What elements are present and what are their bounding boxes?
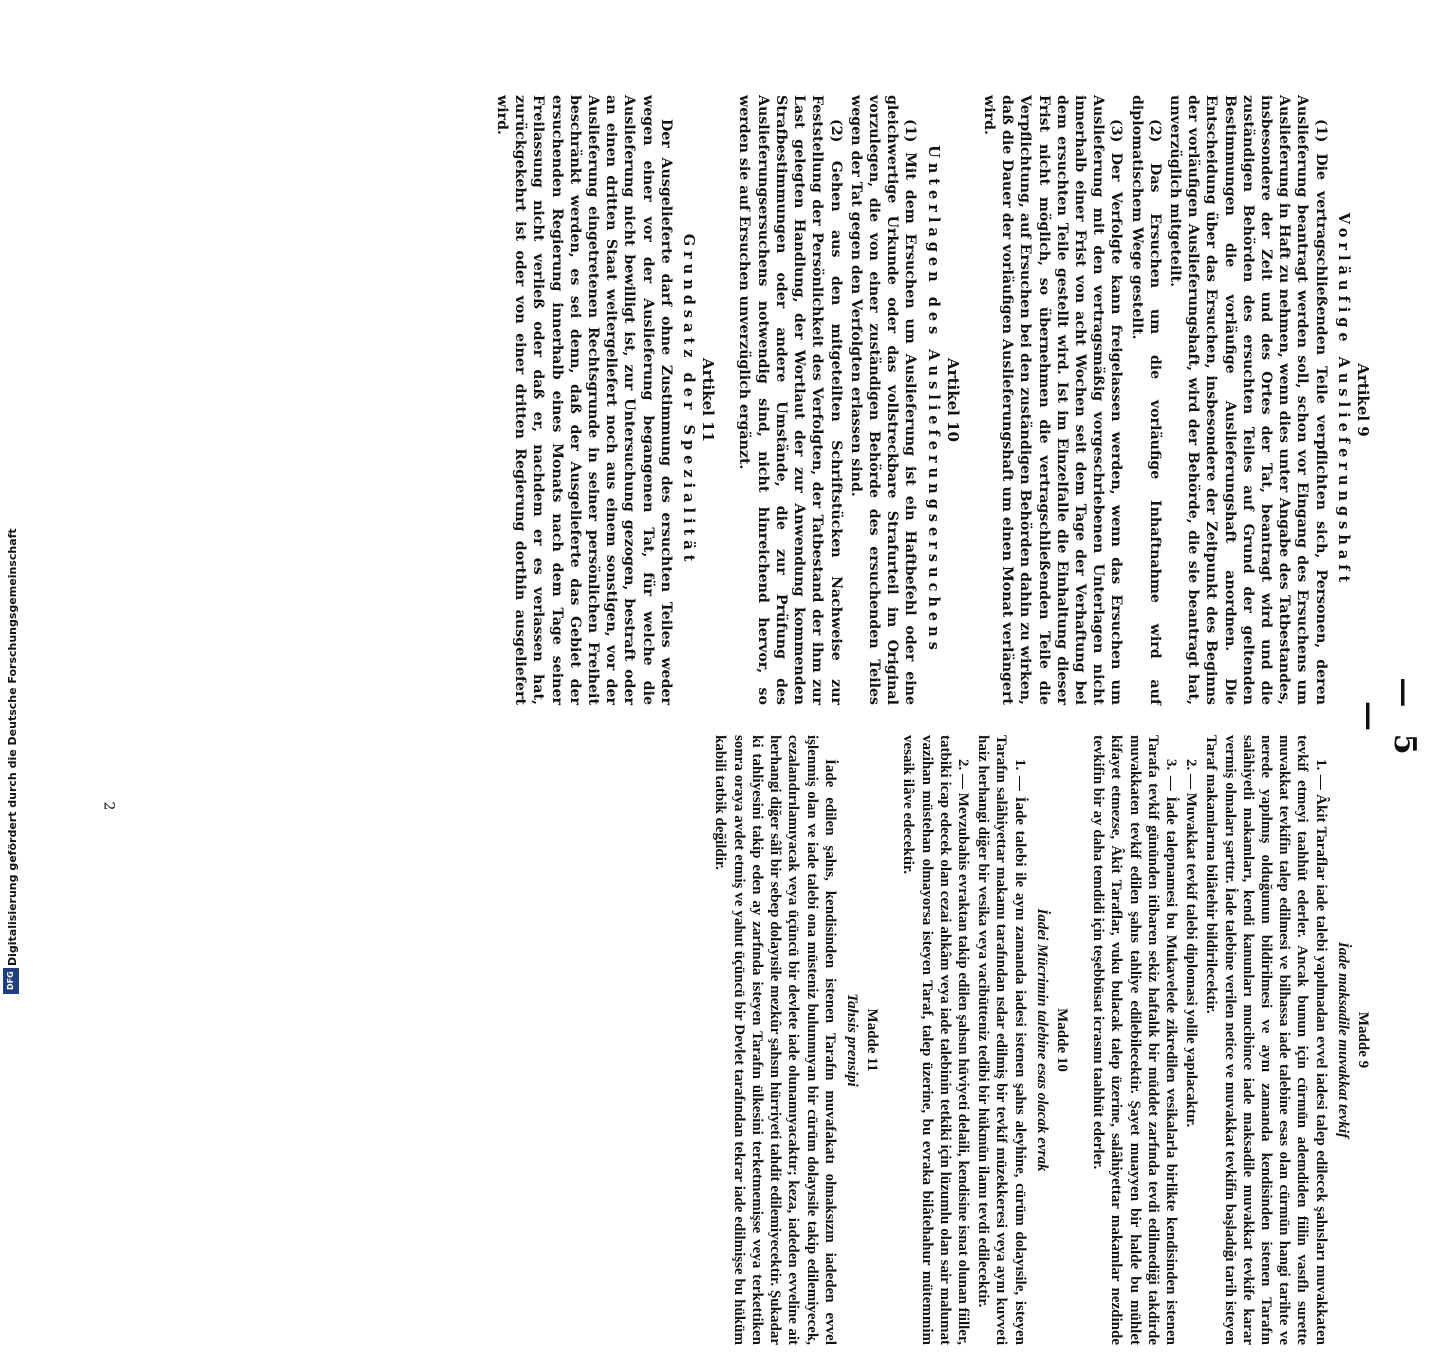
turkish-article-11-paragraph-1: İade edilen şahıs, kendisinden istenen Tarafın muvafakatı olmaksızın iadeden evvel işlenmiş olan ve iade talebi ona müsteniz bulunmıyan bir cürüm dolayısile takip edilemiyecek, cezalandırılamıyacak veya üçüncü bir devlete iade olunamıyacaktır; keza, iadeden evveline ait herhangi diğer sâlî bir sebep dolayısile mezkûr şahsın hürriyeti tahdit edilemiyecektir. Şukadar ki tahliyesini takip eden ay zarfında isteyen Tarafın ülkesini terketmemişse veya terkettiken sonra oraya avdet etmiş ve yahut üçüncü bir Devlet tarafından tekrar iade edilmişse bu hüküm kabili tatbik değildir. <box>712 735 838 1345</box>
turkish-article-9-paragraph-1: 1. — Âkit Taraflar iade talebi yapılmadan evvel iadesi talep edilecek şahısları muvakkaten tevkif etmeyi taahhüt ederler. Ancak bunun için cürmün ademdiden fiilin vasıflı surette muvakkat tevkifin talep edilmesi ve bilhassa iade talebine esas olan cürmün hangi tarihte ve nerede yapılmış olduğunun bildirilmesi ve aynı zamanda kendisinden istenen Tarafın salâhiyetli makamları, kendi kanunları mucibince iade maksadile muvakkat tevkife karar vermiş olmaları şarttır. İade talebine verilen netice ve muvakkat tevkifin başladığı tarih isteyen Taraf makamlarına bilâtehir bildirilecektir. <box>1203 735 1329 1345</box>
german-article-11-title: Artikel 11 <box>699 358 718 442</box>
german-article-9-paragraph-2: (2) Das Ersuchen um die vorläufige Inhaftnahme wird auf diplomatischem Wege gestellt. <box>1128 95 1163 705</box>
turkish-article-9-heading: İade maksadile muvakkat tevkif <box>1334 941 1351 1139</box>
german-article-9-title: Artikel 9 <box>1354 363 1372 437</box>
digitization-footer <box>2 528 26 996</box>
turkish-article-11-heading: Tahsis prensipi <box>843 993 860 1087</box>
turkish-article-10-paragraph-1: 1. — İade talebi ile aynı zamanda iadesi istenen şahıs aleyhine, cürüm dolayısile, isteyen Tarafın salâhiyettar makamı tarafından ısdar edilmiş bir tevkif müzekkeresi veya aynı kuvveti haiz herhangi diğer bir vesika veya vacibütteniz tedibi bir hükmün ilamı tevdi edilecektir. <box>975 735 1028 1345</box>
turkish-article-9-title: Madde 9 <box>1355 1011 1371 1069</box>
german-column <box>491 95 1378 705</box>
rotated-content <box>128 75 1422 1345</box>
page-number: — 5 — <box>1352 677 1422 763</box>
turkish-article-10-heading: İadei Mücrimin talebine esas olacak evrak <box>1033 908 1050 1172</box>
footer-text: Digitalisierung gefördert durch die Deutsche Forschungsgemeinschaft <box>6 528 19 966</box>
dfg-logo-icon: DFG <box>3 968 19 994</box>
german-article-10-paragraph-2: (2) Gehen aus den mitgeteilten Schriftstücken Nachweise zur Feststellung der Persönlichkeit des Verfolgten, der Tatbestand der ihm zur Last gelegten Handlung, der Wortlaut der zur Anwendung kommenden Strafbestimmungen oder andere Umstände, die zur Prüfung des Auslieferungsersuchens notwendig sind, nicht hinreichend hervor, so werden sie auf Ersuchen unverzüglich ergänzt. <box>736 95 844 705</box>
german-article-9-paragraph-3: (3) Der Verfolgte kann freigelassen werden, wenn das Ersuchen um Auslieferung mit den vertragsmäßig vorgeschriebenen Unterlagen nicht innerhalb einer Frist von acht Wochen seit dem Tage der Verhaftung bei dem ersuchten Teile gestellt wird. Ist im Einzelfalle die Einhaltung dieser Frist nicht möglich, so übernehmen die vertragschließenden Teile die Verpflichtung, auf Ersuchen bei den zuständigen Behörden dahin zu wirken, daß die Dauer der vorläufigen Auslieferungshaft um einen Monat verlängert wird. <box>980 95 1125 705</box>
turkish-column <box>709 735 1378 1345</box>
margin-mark: 2 <box>100 801 117 811</box>
german-article-10-title: Artikel 10 <box>943 358 962 442</box>
german-article-9-paragraph-1: (1) Die vertragschließenden Teile verpflichten sich, Personen, deren Auslieferung beantragt werden soll, schon vor Eingang des Ersuchens um Auslieferung in Haft zu nehmen, wenn dies unter Angabe des Tatbestandes, insbesondere der Zeit und des Ortes der Tat, beantragt wird und die zuständigen Behörden des ersuchten Teiles auf Grund der geltenden Bestimmungen die vorläufige Auslieferungshaft anordnen. Die Entscheidung über das Ersuchen, insbesondere der Zeitpunkt des Beginns der vorläufigen Auslieferungshaft, wird der Behörde, die sie beantragt hat, unverzüglich mitgeteilt. <box>1166 95 1329 705</box>
turkish-article-10-paragraph-2: 2. — Mevzubahis evraktan takip edilen şahsın hüviyeti delaili, kendisine isnat olunan fiiller, tatbiki icap edecek olan cezai ahkâm veya iade talebinin tetkiki için lüzumlu olan sair malumat vazihan müstehan olmayorsa isteyen Taraf, talep üzerine, bu evraka bilâtehahur mütemmim vesaik ilâve edecektir. <box>900 735 971 1345</box>
german-article-9-heading: Vorläufige Auslieferungshaft <box>1334 212 1352 588</box>
turkish-article-9-paragraph-2: 2. — Muvakkat tevkif talebi diplomasi yolile yapılacaktır. <box>1183 759 1200 1128</box>
german-article-11-heading: Grundsatz der Spezialität <box>680 233 698 567</box>
german-article-11-paragraph-1: Der Ausgelieferte darf ohne Zustimmung des ersuchten Teiles weder wegen einer vor der Auslieferung begangenen Tat, für welche die Auslieferung nicht bewilligt ist, zur Untersuchung gezogen, bestraft oder an einen dritten Staat weitergeliefert noch aus einem sonstigen, vor der Auslieferung eingetretenen Rechtsgrunde in seiner persönlichen Freiheit beschränkt werden, es sei denn, daß der Ausgelieferte das Gebiet der ersuchenden Regierung innerhalb eines Monats nach dem Tage seiner Freilassung nicht verließ oder daß er, nachdem er es verlassen hat, zurückgekehrt ist oder von einer dritten Regierung dorthin ausgeliefert wird. <box>494 95 674 705</box>
turkish-article-11-title: Madde 11 <box>864 1008 881 1072</box>
turkish-article-10-title: Madde 10 <box>1053 1008 1070 1072</box>
german-article-10-heading: Unterlagen des Auslieferungsersuchens <box>924 145 942 655</box>
turkish-article-9-paragraph-3: 3. — İade talepnamesi bu Mukavelede zikredilen vesikalarla birlikte kendisinden istenen Tarafa tevkif gününden itibaren sekiz haftalık bir müddet zarfında tevdi edilmediği takdirde muvakkaten tevkif edilen şahıs tahliye edilebilecektir. Şayet muayyen bir halde bu mühlet kifayet etmezse, Âkit Taraflar, vuku bulacak talep üzerine, salâhiyettar makamlar nezdinde tevkifin bir ay daha temdidi için teşebbüsat icrasını taahhüt ederler. <box>1090 735 1179 1345</box>
german-article-10-paragraph-1: (1) Mit dem Ersuchen um Auslieferung ist ein Haftbefehl oder eine gleichwertige Urkunde oder das vollstreckbare Strafurteil im Original vorzulegen, die von einer zuständigen Behörde des ersuchenden Teiles wegen der Tat gegen den Verfolgten erlassen sind. <box>847 95 919 705</box>
